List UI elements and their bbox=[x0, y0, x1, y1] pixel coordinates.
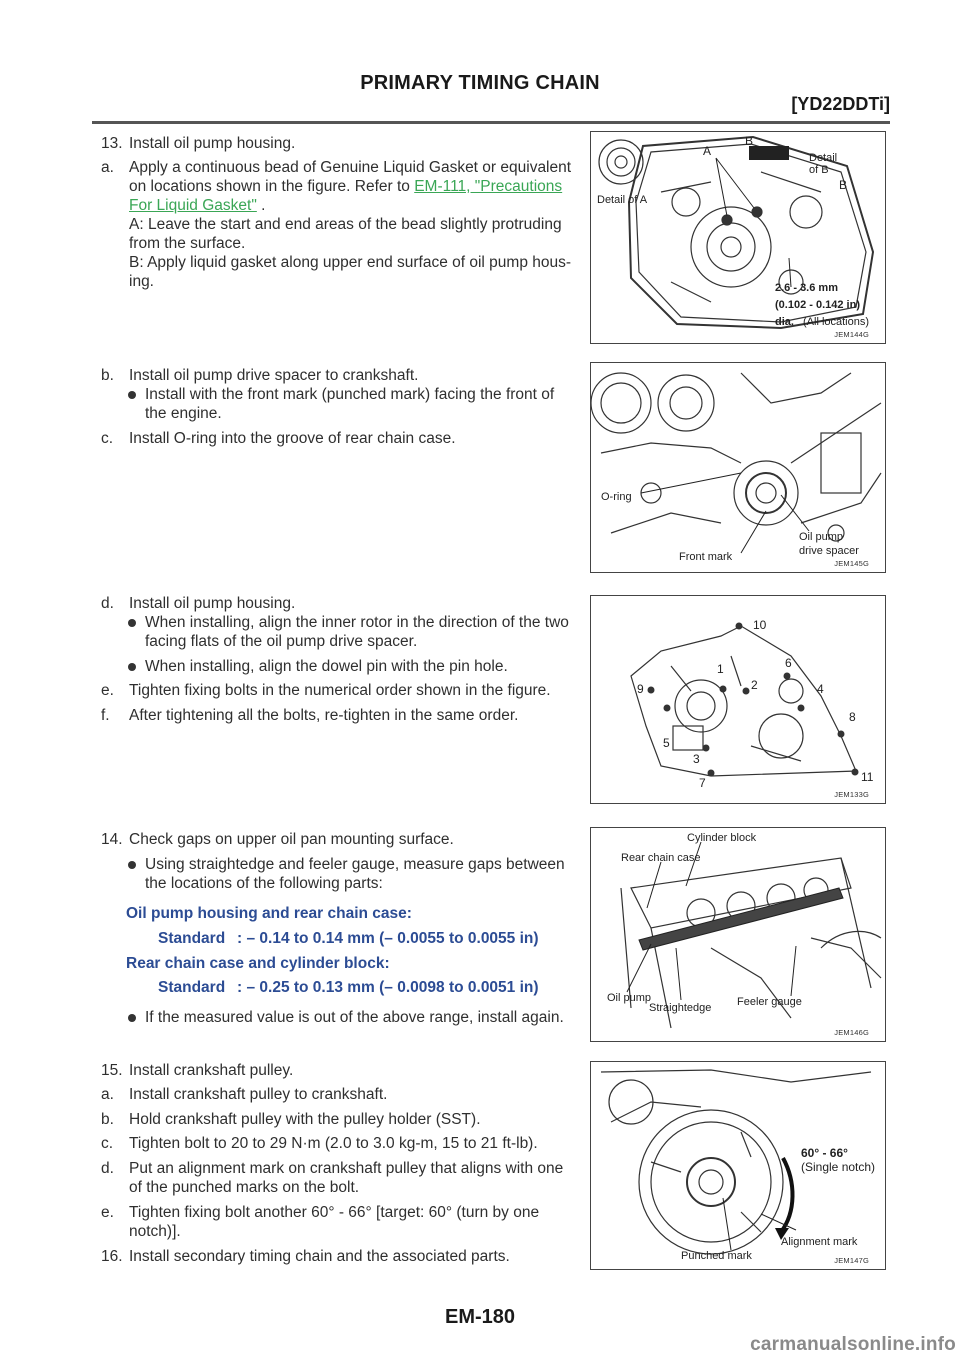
spec-title: Oil pump housing and rear chain case: bbox=[126, 905, 412, 922]
figure-drive-spacer: O-ring Front mark Oil pump drive spacer JEM145G bbox=[590, 362, 886, 573]
figure-bolt-order: 1 2 3 4 5 6 7 8 9 10 11 JEM133G bbox=[590, 595, 886, 804]
bullet-icon bbox=[128, 663, 136, 671]
figure-gap-check: Cylinder block Rear chain case Oil pump Straightedge Feeler gauge JEM146G bbox=[590, 827, 886, 1042]
spec-title: Rear chain case and cylinder block: bbox=[126, 955, 390, 972]
gasket-illustration bbox=[591, 132, 886, 344]
watermark: carmanualsonline.info bbox=[750, 1334, 956, 1355]
bullet-icon bbox=[128, 1014, 136, 1022]
housing-illustration bbox=[591, 596, 886, 804]
spec-value: : – 0.14 to 0.14 mm (– 0.0055 to 0.0055 in) bbox=[237, 930, 539, 947]
page-number: EM-180 bbox=[444, 1306, 516, 1328]
header-rule bbox=[92, 121, 890, 124]
page-title: PRIMARY TIMING CHAIN bbox=[360, 72, 600, 94]
spec-value: : – 0.25 to 0.13 mm (– 0.0098 to 0.0051 in) bbox=[237, 979, 539, 996]
spec-label: Standard bbox=[158, 930, 226, 947]
figure-crankshaft-pulley: 60° - 66° (Single notch) Alignment mark Punched mark JEM147G bbox=[590, 1061, 886, 1270]
bullet-icon bbox=[128, 861, 136, 869]
precautions-link[interactable]: EM-111, "Precautions bbox=[414, 178, 563, 195]
figure-liquid-gasket: Detail of A A B Detail of B B 2.6 - 3.6 mm (0.102 - 0.142 in) dia. (All locations) JEM144G bbox=[590, 131, 886, 344]
engine-code: [YD22DDTi] bbox=[791, 94, 890, 114]
liquid-gasket-link[interactable]: For Liquid Gasket" bbox=[129, 197, 257, 214]
bullet-icon bbox=[128, 619, 136, 627]
spec-label: Standard bbox=[158, 979, 226, 996]
bullet-icon bbox=[128, 391, 136, 399]
